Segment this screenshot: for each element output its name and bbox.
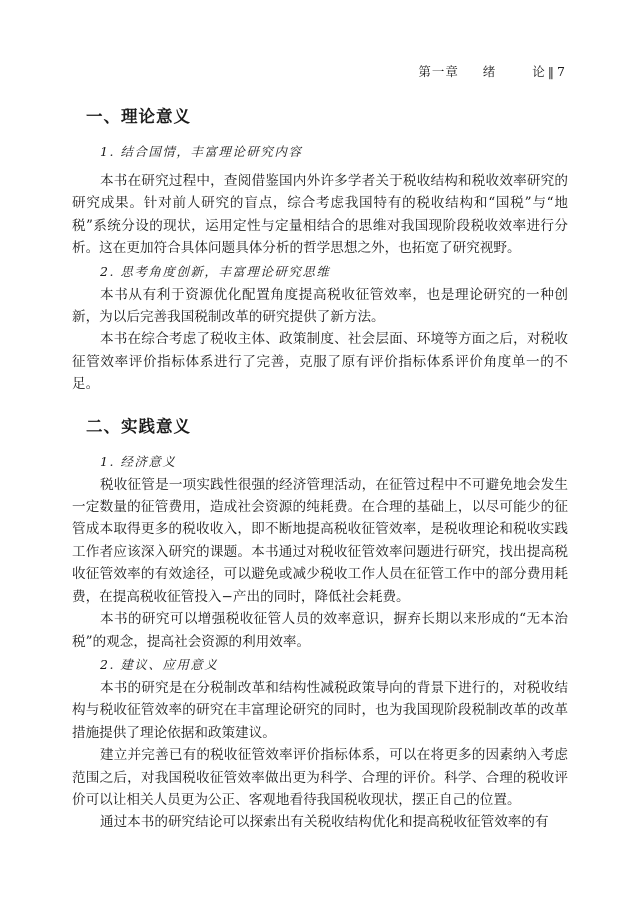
paragraph-theory-2a: 本书从有利于资源优化配置角度提高税收征管效率，也是理论研究的一种创新，为以后完善我国税制改革的研究提供了新方法。: [72, 286, 568, 326]
paragraph-practice-1a: 税收征管是一项实践性很强的经济管理活动，在征管过程中不可避免地会发生一定数量的征管费用，造成社会资源的纯耗费。在合理的基础上，以尽可能少的征管成本取得更多的税收收入，即不断地提高税收征管效率，是税收理论和税收实践工作者应该深入研究的课题。本书通过对税收征管效率问题进行研究，找出提高税收征管效率的有效途径，可以避免或减少税收工作人员在征管工作中的部分费用耗费，在提高税收征管投入−产出的同时，降低社会耗费。: [72, 476, 568, 605]
header-separator: ‖: [547, 64, 556, 79]
page-body: [72, 105, 568, 834]
section-heading-practice: 二、实践意义: [86, 416, 191, 436]
chapter-number: 第一章: [418, 64, 459, 79]
paragraph-theory-1: 本书在研究过程中，查阅借鉴国内外许多学者关于税收结构和税收效率研究的研究成果。针对前人研究的盲点，综合考虑我国特有的税收结构和“国税”与“地税”系统分设的现状，运用定性与定量相结合的思维对我国现阶段税收效率进行分析。这在更加符合具体问题具体分析的哲学思想之外，也拓宽了研究视野。: [72, 173, 568, 257]
subheading-theory-1: 1. 结合国情，丰富理论研究内容: [100, 144, 303, 159]
paragraph-theory-2b: 本书在综合考虑了税收主体、政策制度、社会层面、环境等方面之后，对税收征管效率评价指标体系进行了完善，克服了原有评价指标体系评价角度单一的不足。: [72, 331, 568, 393]
page-number: 7: [557, 64, 566, 79]
subheading-practice-2: 2. 建议、应用意义: [100, 656, 219, 672]
chapter-title-char-2: 论: [532, 64, 546, 79]
section-heading-theory: 一、理论意义: [86, 107, 191, 126]
subheading-theory-2: 2. 思考角度创新，丰富理论研究思维: [100, 263, 331, 279]
paragraph-practice-2a: 本书的研究是在分税制改革和结构性减税政策导向的背景下进行的，对税收结构与税收征管效率的研究在丰富理论研究的同时，也为我国现阶段税制改革的改革措施提供了理论依据和政策建议。: [72, 679, 568, 741]
paragraph-practice-2b: 建立并完善已有的税收征管效率评价指标体系，可以在将更多的因素纳入考虑范围之后，对我国税收征管效率做出更为科学、合理的评价。科学、合理的税收评价可以让相关人员更为公正、客观地看待我国税收现状，摆正自己的位置。: [72, 747, 568, 808]
paragraph-practice-1b: 本书的研究可以增强税收征管人员的效率意识，摒弃长期以来形成的“无本治税”的观念，提高社会资源的利用效率。: [72, 611, 568, 650]
running-header: [418, 62, 566, 80]
subheading-practice-1: 1. 经济意义: [100, 453, 177, 469]
chapter-title-char-1: 绪: [482, 64, 497, 79]
paragraph-practice-2c: 通过本书的研究结论可以探索出有关税收结构优化和提高税收征管效率的有: [100, 814, 549, 831]
